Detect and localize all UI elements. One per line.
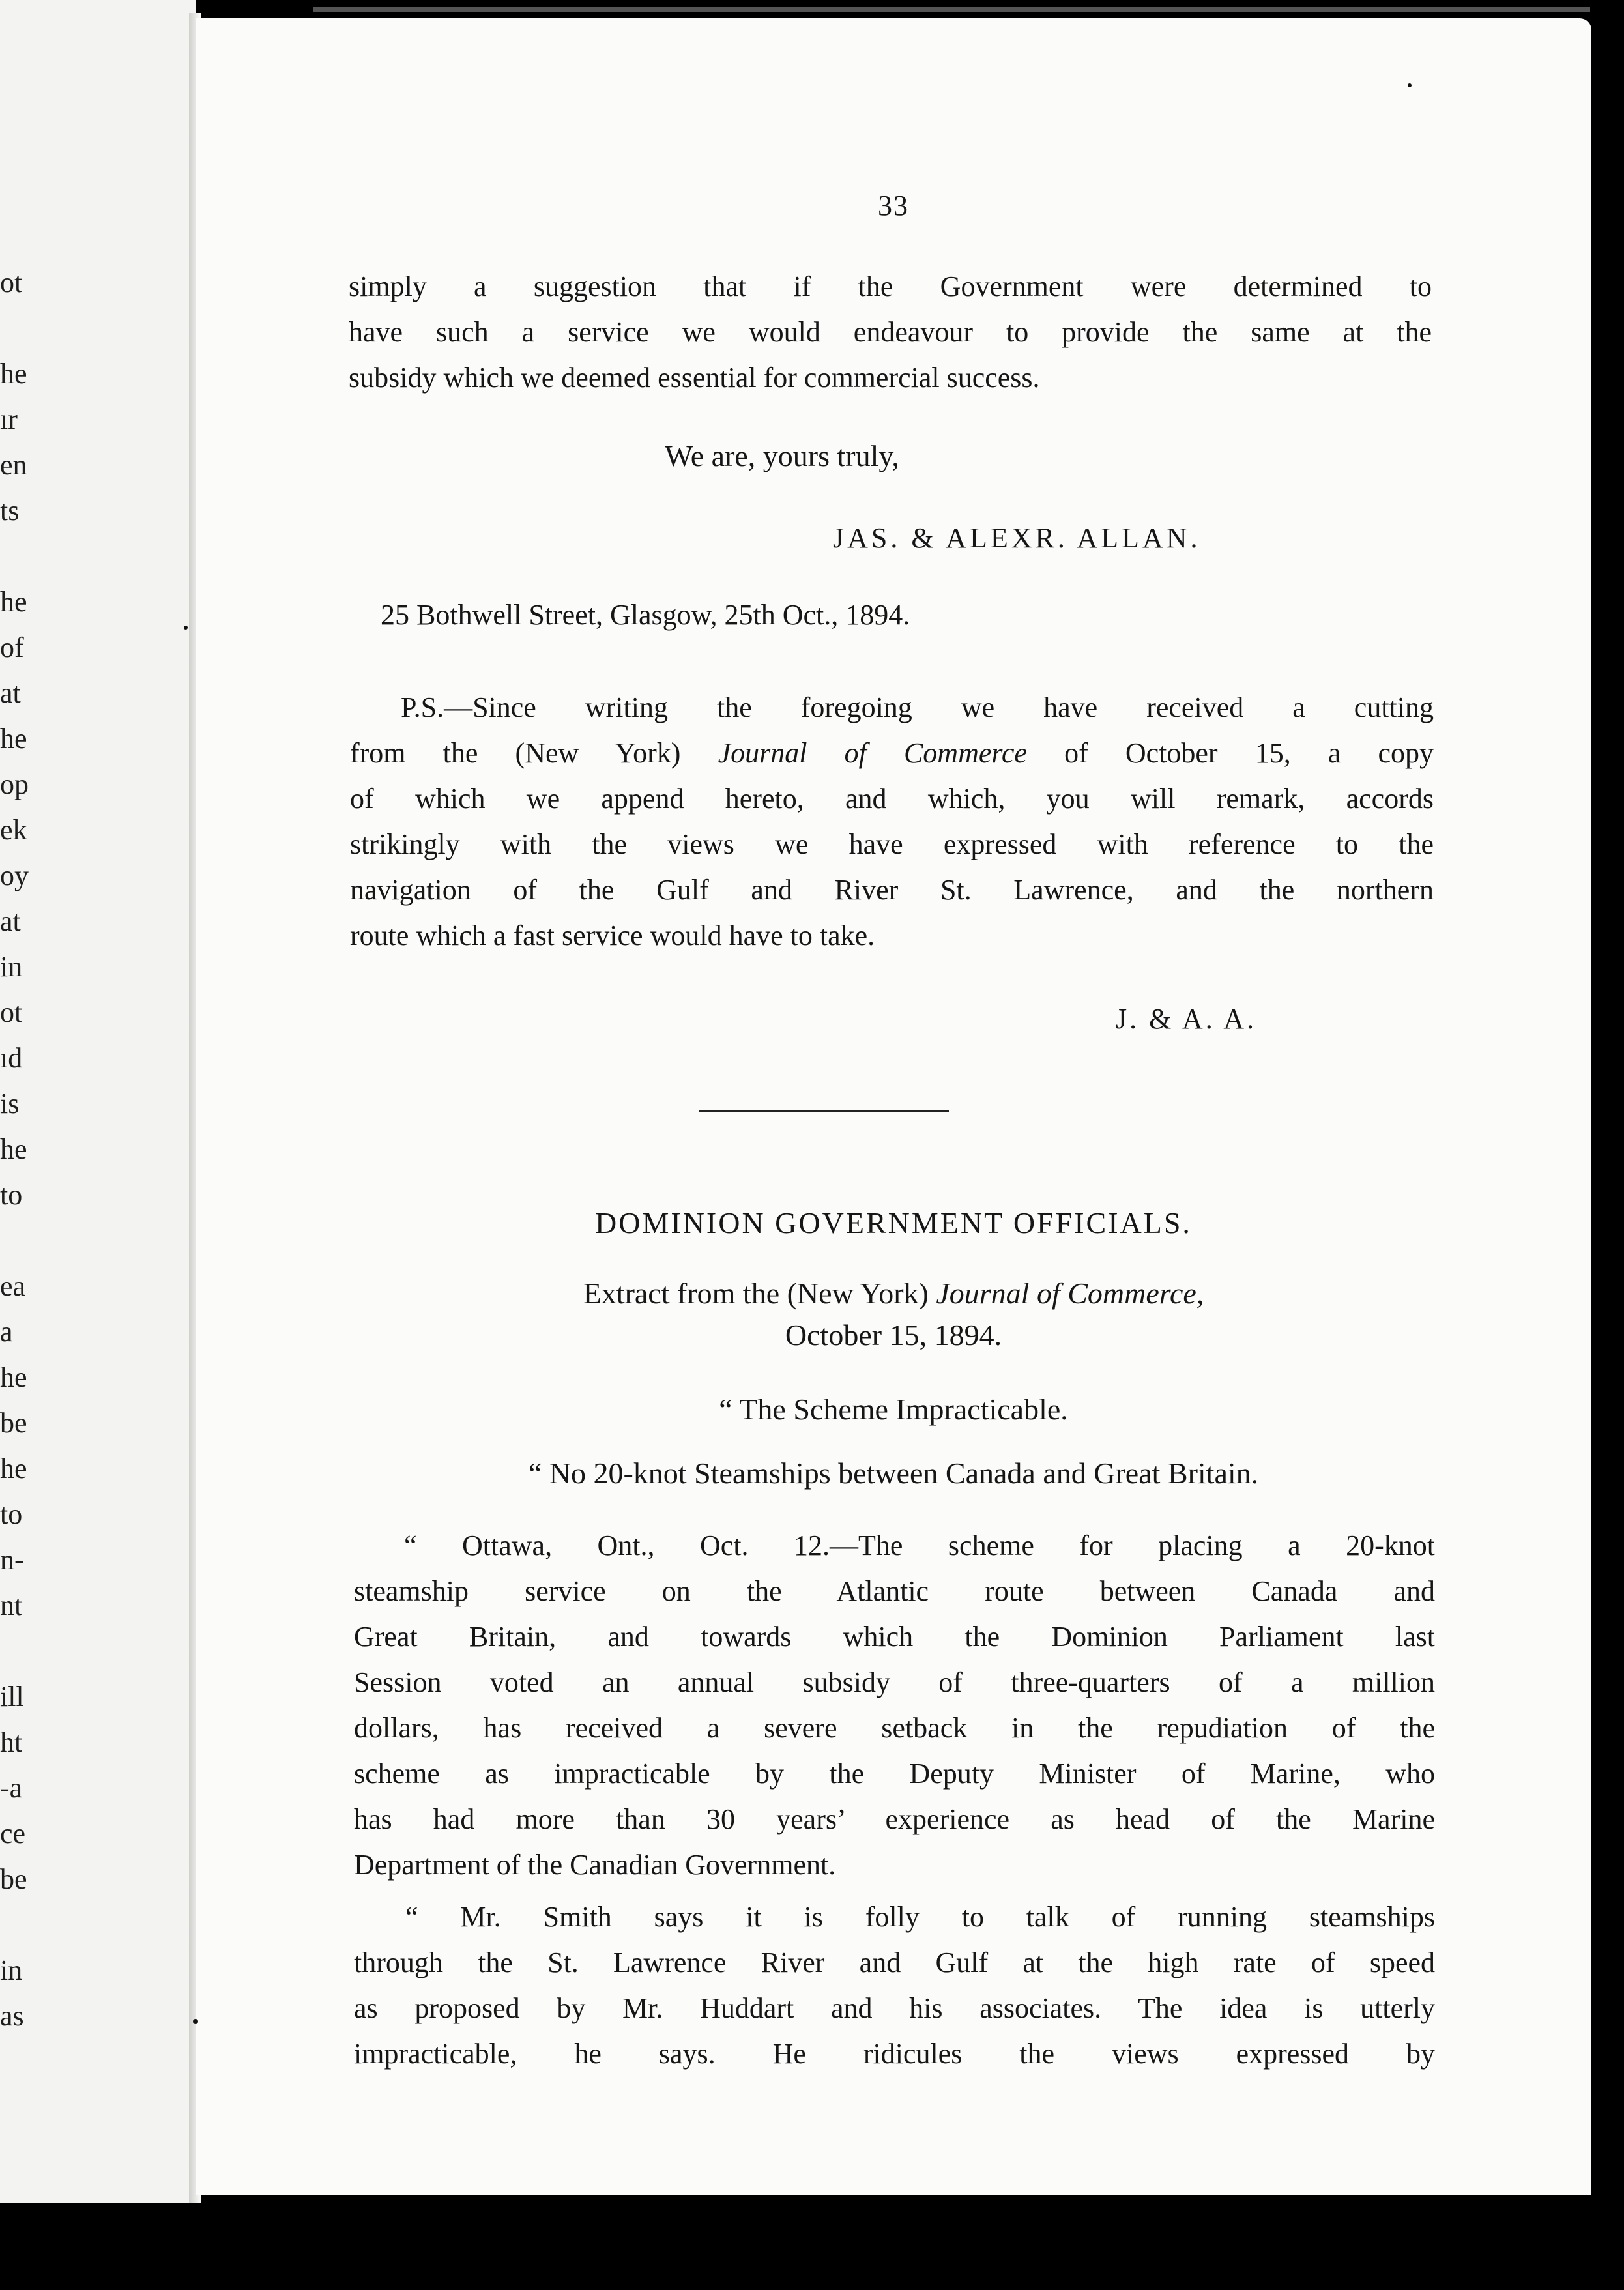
previous-page-fragment: to (0, 1498, 23, 1530)
previous-page-fragment: at (0, 677, 21, 709)
postscript-line-3: of which we append hereto, and which, you will remark, accords (350, 783, 1434, 815)
previous-page-fragment: ts (0, 495, 20, 527)
previous-page-fragment: in (0, 1954, 23, 1986)
journal-title: Journal of Commerce (718, 737, 1027, 769)
previous-page-fragment: a (0, 1316, 13, 1348)
extract-source (196, 1276, 1591, 1311)
letter-address: 25 Bothwell Street, Glasgow, 25th Oct., 1894. (381, 599, 910, 631)
previous-page-fragment: he (0, 358, 27, 390)
letter-closing: We are, yours truly, (665, 439, 899, 472)
previous-page-fragment: ht (0, 1726, 23, 1758)
previous-page-fragment: ek (0, 814, 27, 846)
previous-page-fragment: -a (0, 1772, 23, 1804)
previous-page-fragment: he (0, 1361, 27, 1393)
postscript-line-2 (350, 735, 1434, 772)
article-heading: DOMINION GOVERNMENT OFFICIALS. (595, 1206, 1192, 1239)
ink-speck (193, 2019, 198, 2024)
postscript-line-5: navigation of the Gulf and River St. Lawrence, and the northern (350, 874, 1434, 906)
para1-line-2: steamship service on the Atlantic route between Canada and (354, 1575, 1435, 1607)
previous-page-fragment: be (0, 1863, 27, 1895)
para2-line-3: as proposed by Mr. Huddart and his associates. The idea is utterly (354, 1992, 1435, 2024)
para1-line-6: scheme as impracticable by the Deputy Minister of Marine, who (354, 1758, 1435, 1790)
previous-page-fragment: ill (0, 1681, 24, 1713)
para2-line-2: through the St. Lawrence River and Gulf at the high rate of speed (354, 1947, 1435, 1978)
previous-page-strip (0, 0, 196, 2203)
previous-page-fragment: ot (0, 996, 23, 1028)
previous-page-fragment: oy (0, 860, 29, 891)
previous-page-fragment: is (0, 1088, 20, 1120)
para1-line-3: Great Britain, and towards which the Dominion Parliament last (354, 1621, 1435, 1653)
previous-page-fragment: ıd (0, 1042, 23, 1074)
para1-line-7: has had more than 30 years’ experience as head of the Marine (354, 1803, 1435, 1835)
opening-line-1: simply a suggestion that if the Government were determined to (349, 270, 1432, 302)
para1-line-1: “ Ottawa, Ont., Oct. 12.—The scheme for placing a 20-knot (404, 1529, 1435, 1561)
previous-page-fragment: as (0, 2000, 24, 2032)
previous-page-fragment: he (0, 586, 27, 618)
para1-line-4: Session voted an annual subsidy of three-quarters of a million (354, 1666, 1435, 1698)
postscript-line-6: route which a fast service would have to take. (350, 920, 875, 951)
para2-line-4: impracticable, he says. He ridicules the views expressed by (354, 2038, 1435, 2070)
previous-page-fragment: en (0, 449, 27, 481)
postscript-initials: J. & A. A. (1116, 1003, 1257, 1035)
postscript-line-2-post: of October 15, a copy (1026, 737, 1434, 769)
ink-speck (1408, 83, 1412, 87)
letter-signature: JAS. & ALEXR. ALLAN. (833, 522, 1201, 554)
document-page (196, 18, 1591, 2195)
previous-page-fragment: to (0, 1179, 23, 1211)
previous-page-fragment: he (0, 1453, 27, 1485)
para2-line-1: “ Mr. Smith says it is folly to talk of running steamships (405, 1901, 1435, 1933)
opening-line-3: subsidy which we deemed essential for commercial success. (349, 362, 1040, 394)
previous-page-fragment: he (0, 1133, 27, 1165)
previous-page-fragment: he (0, 723, 27, 755)
opening-line-2: have such a service we would endeavour to provide the same at the (349, 316, 1432, 348)
previous-page-fragment: ır (0, 403, 18, 435)
previous-page-fragment: at (0, 905, 21, 937)
previous-page-fragment: nt (0, 1589, 23, 1621)
extract-journal-title: Journal of Commerce, (936, 1277, 1204, 1310)
postscript-line-1: P.S.—Since writing the foregoing we have received a cutting (401, 691, 1434, 723)
ink-speck (184, 626, 188, 630)
subheading-1: “ The Scheme Impracticable. (719, 1393, 1068, 1426)
extract-date: October 15, 1894. (785, 1318, 1002, 1352)
previous-page-fragment: be (0, 1407, 27, 1439)
previous-page-fragment: in (0, 951, 23, 983)
para1-line-8: Department of the Canadian Government. (354, 1849, 836, 1881)
previous-page-fragment: of (0, 631, 24, 663)
page-top-edge (313, 7, 1590, 12)
previous-page-fragment: ce (0, 1818, 26, 1849)
page-number: 33 (878, 190, 909, 222)
previous-page-fragment: op (0, 768, 29, 800)
extract-source-pre: Extract from the (New York) (583, 1277, 936, 1310)
previous-page-fragment: ea (0, 1270, 26, 1302)
previous-page-fragment: ot (0, 267, 23, 298)
postscript-line-4: strikingly with the views we have expressed with reference to the (350, 828, 1434, 860)
previous-page-fragment: n- (0, 1544, 24, 1576)
subheading-2: “ No 20-knot Steamships between Canada and Great Britain. (528, 1457, 1259, 1490)
postscript-line-2-pre: from the (New York) (350, 737, 718, 769)
section-divider (699, 1110, 949, 1112)
para1-line-5: dollars, has received a severe setback in the repudiation of the (354, 1712, 1435, 1744)
